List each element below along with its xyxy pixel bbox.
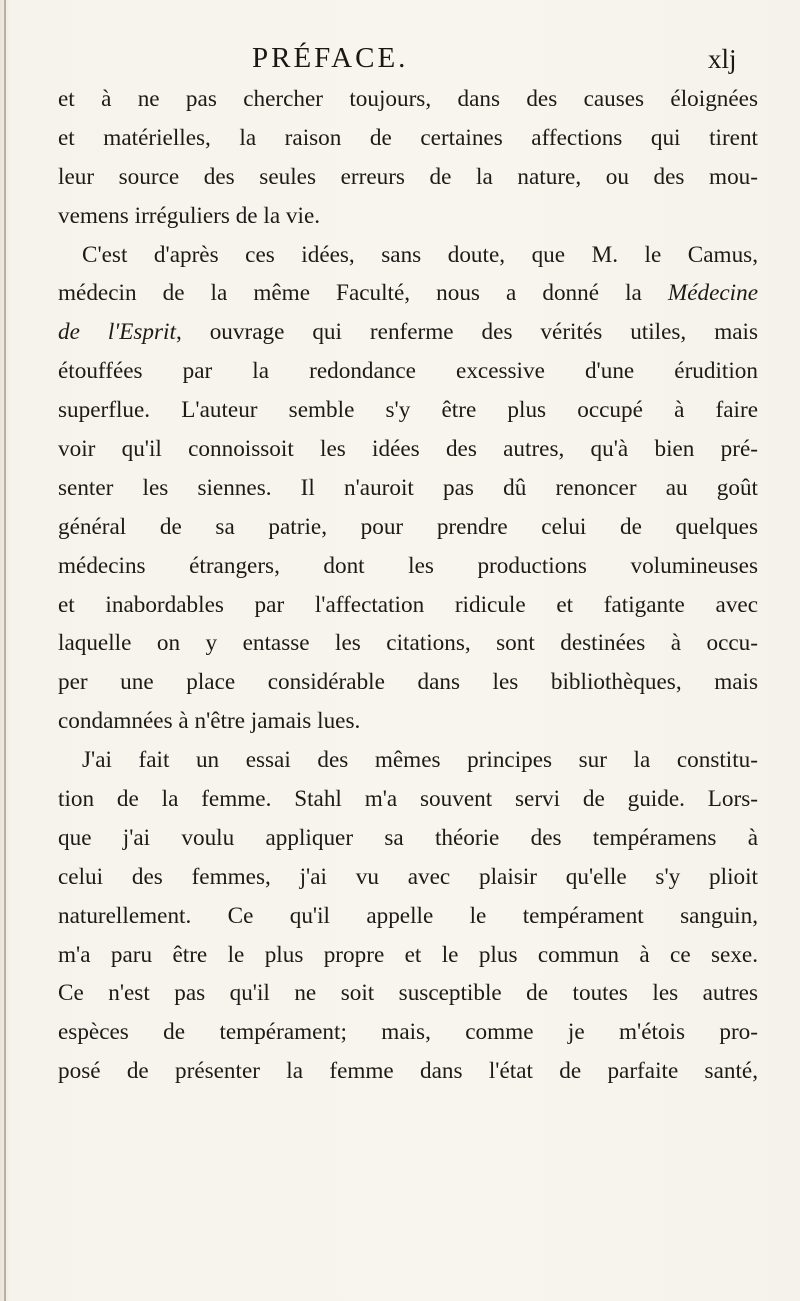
running-head: PRÉFACE.: [252, 42, 409, 74]
text-line-26: posé de présenter la femme dans l'état de parfaite santé,: [58, 1058, 758, 1085]
text-line-7-roman: , ouvrage qui renferme des vérités utiles, mais: [175, 319, 758, 346]
text-line-20: que j'ai voulu appliquer sa théorie des tempéramens à: [58, 824, 758, 851]
text-line-5: C'est d'après ces idées, sans doute, que M. le Camus,: [82, 241, 758, 268]
text-line-25: espèces de tempérament; mais, comme je m'étois pro-: [58, 1019, 758, 1046]
text-line-4: vemens irréguliers de la vie.: [58, 202, 321, 229]
text-line-2: et matérielles, la raison de certaines affections qui tirent: [58, 124, 758, 151]
text-line-6-roman: médecin de la même Faculté, nous a donné la: [58, 280, 642, 307]
book-title-italic-2: de l'Esprit: [58, 319, 176, 346]
text-line-7: [58, 313, 758, 352]
text-line-11: senter les siennes. Il n'auroit pas dû renoncer au goût: [58, 474, 758, 501]
text-line-24: Ce n'est pas qu'il ne soit susceptible de toutes les autres: [58, 980, 758, 1007]
page-header: [0, 32, 800, 80]
text-line-23: m'a paru être le plus propre et le plus commun à ce sexe.: [58, 941, 758, 968]
text-line-13: médecins étrangers, dont les productions volumineuses: [58, 552, 758, 579]
text-line-6: [58, 274, 758, 313]
text-line-14: et inabordables par l'affectation ridicule et fatigante avec: [58, 591, 758, 618]
body-text: [58, 80, 758, 1091]
text-line-17: condamnées à n'être jamais lues.: [58, 708, 361, 735]
text-line-19: tion de la femme. Stahl m'a souvent servi de guide. Lors-: [58, 786, 758, 813]
text-line-1: et à ne pas chercher toujours, dans des causes éloignées: [58, 86, 758, 112]
text-line-22: naturellement. Ce qu'il appelle le tempérament sanguin,: [58, 902, 758, 929]
text-line-16: per une place considérable dans les bibliothèques, mais: [58, 669, 758, 696]
text-line-12: général de sa patrie, pour prendre celui de quelques: [58, 513, 758, 540]
text-line-9: superflue. L'auteur semble s'y être plus occupé à faire: [58, 397, 758, 424]
text-line-10: voir qu'il connoissoit les idées des autres, qu'à bien pré-: [58, 436, 758, 463]
book-title-italic-1: Médecine: [667, 280, 758, 307]
text-line-15: laquelle on y entasse les citations, sont destinées à occu-: [58, 630, 758, 657]
text-line-8: étouffées par la redondance excessive d'une érudition: [58, 358, 758, 385]
page-number: xlj: [708, 44, 737, 74]
text-line-18: J'ai fait un essai des mêmes principes sur la constitu-: [82, 747, 758, 774]
text-line-3: leur source des seules erreurs de la nature, ou des mou-: [58, 163, 758, 190]
text-line-21: celui des femmes, j'ai vu avec plaisir qu'elle s'y plioit: [58, 863, 758, 890]
page-gutter-edge: [4, 0, 6, 1301]
